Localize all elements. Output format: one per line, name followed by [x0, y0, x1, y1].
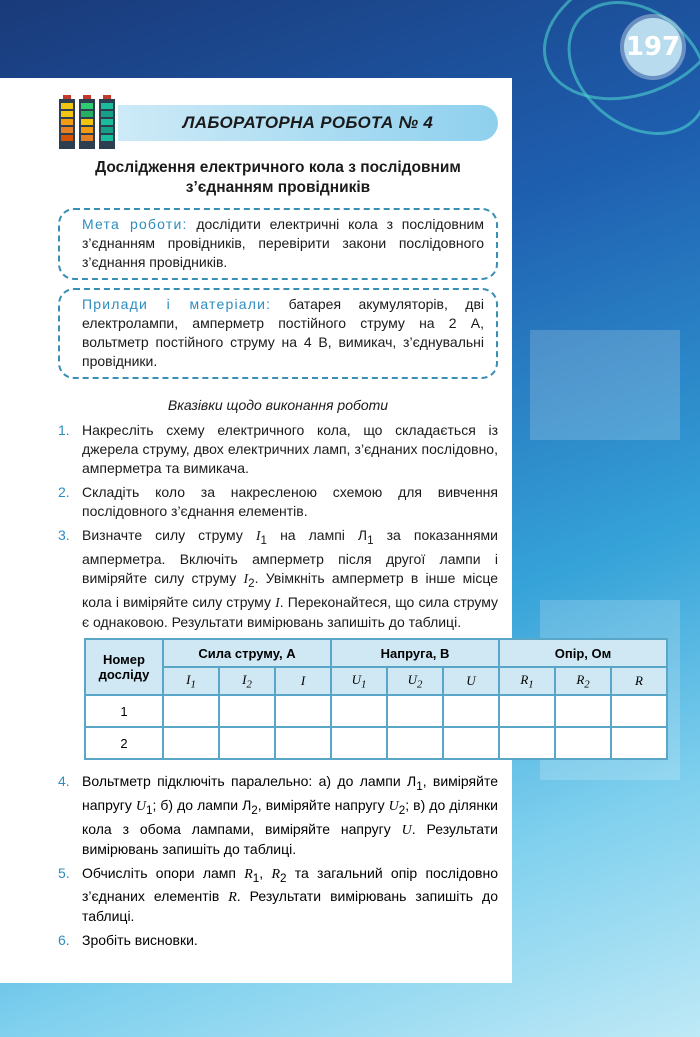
var-I: I: [275, 595, 280, 611]
step-number: 3.: [58, 527, 70, 543]
row-number: 2: [85, 727, 163, 759]
table-cell: [387, 727, 443, 759]
step-text: . Увімкніть амперметр в інше місце кола і виміряйте силу струму: [82, 569, 499, 610]
battery-icon: [58, 95, 76, 149]
var-sub: 2: [248, 576, 255, 590]
table-cell: [331, 695, 387, 727]
var-sub: 1: [416, 779, 423, 793]
var-U: U: [401, 822, 412, 838]
var-sub: 1: [146, 803, 153, 817]
step-number: 1.: [58, 422, 70, 438]
var-sub: 2: [280, 871, 287, 885]
step-number: 4.: [58, 773, 70, 789]
main-content: [58, 158, 498, 637]
table-cell: [499, 695, 555, 727]
step-text: на лампі Л: [267, 527, 368, 543]
step-text: . Переконайтеся, що сила струму є однаковою. Результати вимірювань запишіть до таблиці.: [82, 593, 498, 630]
steps-list: [58, 421, 498, 632]
step-item: [58, 526, 498, 632]
var-R: R: [228, 890, 237, 906]
var-sub: 1: [260, 533, 268, 547]
step-text: за показаннями амперметра. Включіть амперметр після другої лампи і виміряйте силу струму: [82, 527, 498, 586]
var-sub: 1: [367, 533, 374, 547]
table-cell: [275, 695, 331, 727]
background-panel: [530, 330, 680, 440]
materials-box: [58, 288, 498, 379]
table-cell: [611, 695, 667, 727]
subtitle-line: Дослідження електричного кола з послідовним: [95, 159, 461, 176]
voltage-group-header: Напруга, В: [331, 639, 499, 667]
goal-label: Мета роботи:: [82, 216, 188, 232]
table-cell: [443, 727, 499, 759]
table-cell: [555, 695, 611, 727]
step-text: ; в) до ділянки кола з обома лампами, виміряйте напругу: [82, 796, 498, 837]
subtitle-line: з’єднанням провідників: [185, 179, 371, 196]
step-text: , виміряйте напругу: [82, 773, 498, 813]
col-U2: $U_2$: [387, 667, 443, 695]
step-number: 2.: [58, 484, 70, 500]
var-R: R: [244, 866, 253, 882]
results-table: [84, 638, 668, 760]
step-text: Зробіть висновки.: [82, 932, 198, 949]
table-cell: [219, 695, 275, 727]
step-number: 6.: [58, 932, 70, 949]
col-U: U: [443, 667, 499, 695]
lab-title-bar: [50, 93, 498, 149]
var-U: U: [135, 798, 146, 814]
col-R: R: [611, 667, 667, 695]
table-cell: [443, 695, 499, 727]
var-sub: 1: [252, 871, 260, 885]
battery-icon: [98, 95, 116, 149]
materials-text: батарея акумуляторів, дві електролампи, амперметр постійного струму на 2 А, вольтметр постійного струму на 4 В, вимикач, з’єднувальні провідники.: [82, 296, 484, 369]
step-text: Визначте силу струму: [82, 527, 256, 543]
col-R1: $R_1$: [499, 667, 555, 695]
step-text: та загальний опір послідовно з’єднаних елементів: [82, 864, 498, 905]
resistance-group-header: Опір, Ом: [499, 639, 667, 667]
step-text: ,: [259, 864, 272, 881]
goal-text: дослідити електричні кола з послідовним з’єднанням провідників, перевірити закони послідовного з’єднання провідників.: [82, 216, 484, 270]
step-text: . Результати вимірювань запишіть до таблиці.: [82, 888, 498, 925]
col-I1: $I_1$: [163, 667, 219, 695]
var-I: I: [255, 529, 261, 544]
step-item: [58, 931, 498, 950]
current-group-header: Сила струму, А: [163, 639, 331, 667]
col-U1: $U_1$: [331, 667, 387, 695]
step-text: Обчисліть опори ламп: [82, 864, 245, 881]
page-subtitle: [58, 158, 498, 198]
goal-box: [58, 208, 498, 280]
table-cell: [219, 727, 275, 759]
var-U: U: [388, 798, 399, 814]
table-cell: [611, 727, 667, 759]
step-text: ; б) до лампи Л: [152, 796, 252, 813]
steps-list-continued: [58, 772, 498, 955]
col-I2: $I_2$: [219, 667, 275, 695]
var-R: R: [271, 866, 280, 882]
col-experiment-header: Номер досліду: [85, 639, 163, 695]
battery-icon: [78, 95, 96, 149]
step-text: , виміряйте напругу: [257, 796, 389, 813]
step-number: 5.: [58, 864, 70, 881]
step-text: . Результати вимірювань запишіть до таблиці.: [82, 820, 498, 857]
table-cell: [499, 727, 555, 759]
col-R2: $R_2$: [555, 667, 611, 695]
materials-label: Прилади і матеріали:: [82, 296, 272, 312]
table-cell: [387, 695, 443, 727]
step-item: [58, 772, 498, 859]
table-cell: [163, 695, 219, 727]
page-number: 197: [624, 18, 682, 76]
lab-title: ЛАБОРАТОРНА РОБОТА № 4: [118, 105, 498, 141]
table-cell: [163, 727, 219, 759]
col-I: I: [275, 667, 331, 695]
var-sub: 2: [251, 803, 258, 817]
step-item: [58, 483, 498, 521]
step-text: Вольтметр підключіть паралельно: а) до лампи Л: [82, 773, 417, 789]
step-item: [58, 421, 498, 478]
var-sub: 2: [398, 803, 406, 817]
step-text: Накресліть схему електричного кола, що складається із джерела струму, двох електричних ламп, з’єднаних послідовно, амперметра та вимикача.: [82, 422, 498, 476]
var-I: I: [243, 571, 249, 587]
row-number: 1: [85, 695, 163, 727]
table-cell: [275, 727, 331, 759]
instructions-heading: Вказівки щодо виконання роботи: [167, 397, 389, 413]
table-cell: [555, 727, 611, 759]
table-cell: [331, 727, 387, 759]
table-row: [85, 727, 667, 759]
step-text: Складіть коло за накресленою схемою для вивчення послідовного з’єднання елементів.: [82, 484, 498, 519]
step-item: [58, 864, 498, 927]
table-row: [85, 695, 667, 727]
